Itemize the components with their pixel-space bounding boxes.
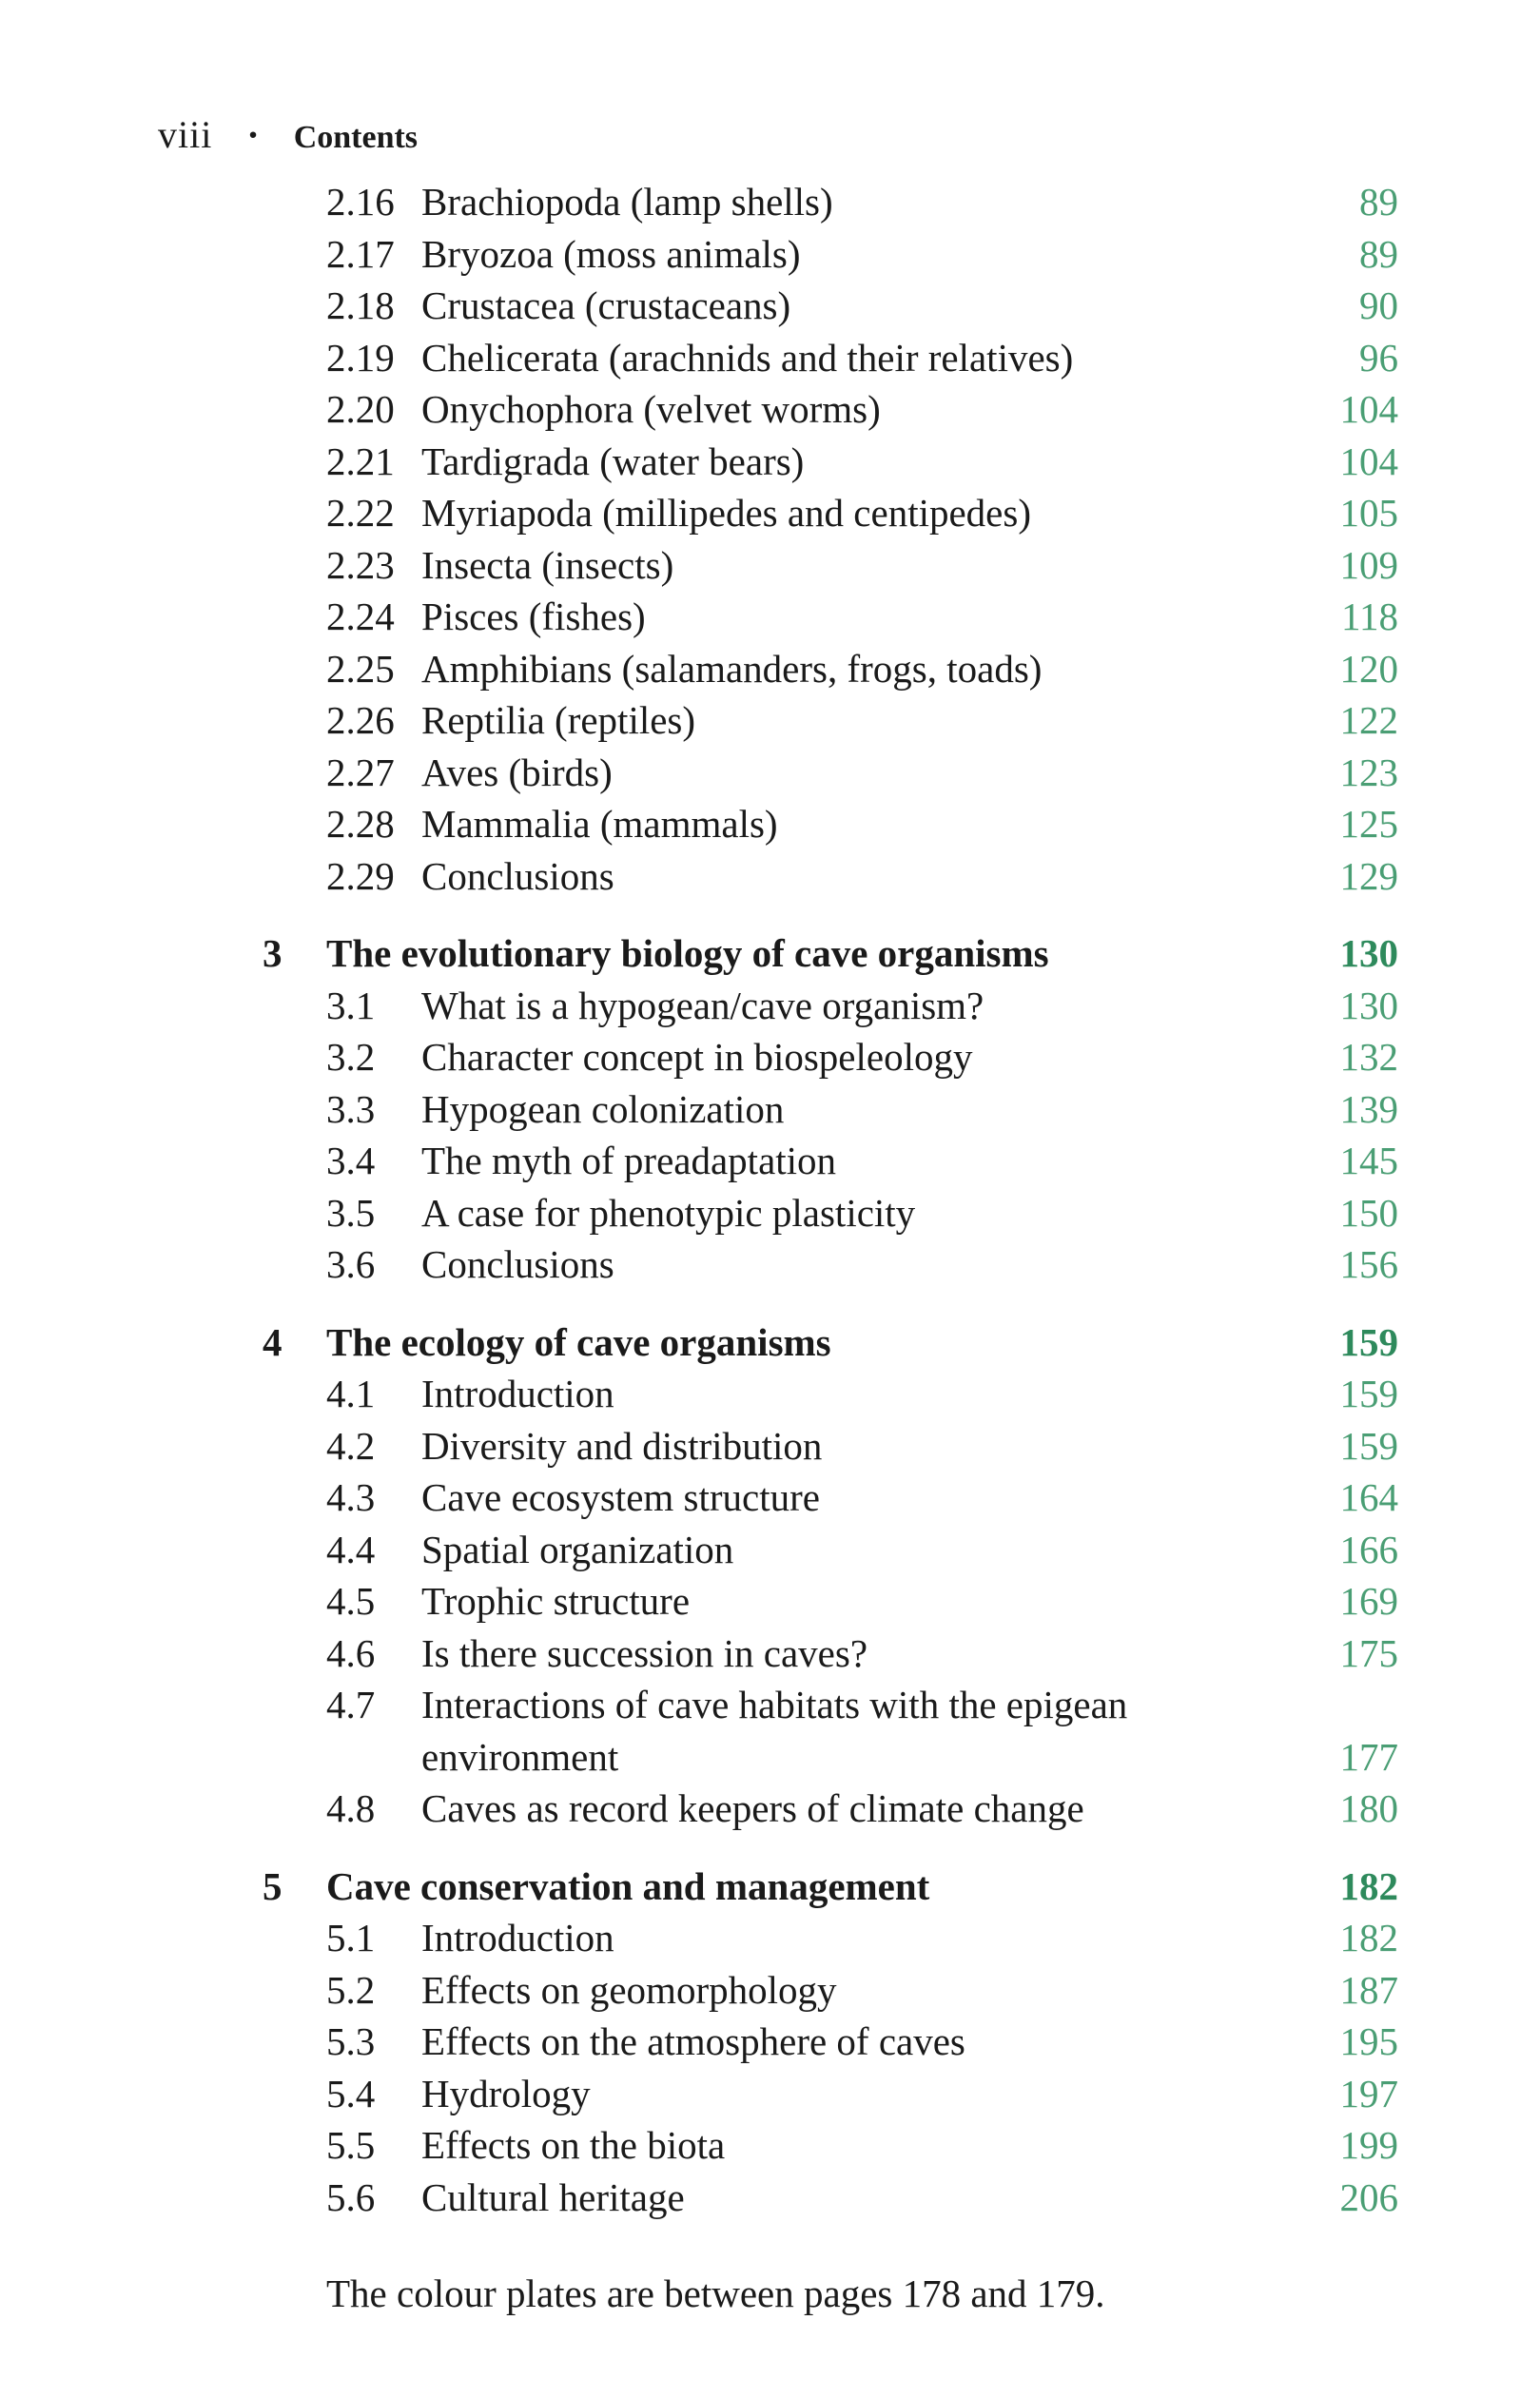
section-title: Aves (birds) — [421, 750, 613, 794]
page-number: 199 — [1339, 2123, 1398, 2167]
section-title: What is a hypogean/cave organism? — [421, 983, 984, 1027]
header-separator: · — [246, 113, 260, 156]
running-header — [158, 107, 418, 166]
section-title: Is there succession in caves? — [421, 1630, 868, 1675]
section-title: The myth of preadaptation — [421, 1139, 837, 1182]
colour-plates-note: The colour plates are between pages 178 and 179. — [326, 2271, 1105, 2315]
section-number: 4.4 — [326, 1527, 376, 1571]
toc-section-entry — [0, 2119, 1540, 2172]
section-title: Character concept in biospeleology — [421, 1035, 973, 1079]
section-number: 3.3 — [326, 1086, 376, 1131]
toc-section-entry — [0, 1575, 1540, 1628]
section-title: Conclusions — [421, 1242, 614, 1286]
section-title: Chelicerata (arachnids and their relatives) — [421, 335, 1074, 380]
toc-section-entry — [0, 487, 1540, 539]
toc-chapter-entry — [0, 927, 1540, 980]
page-number: 89 — [1359, 180, 1398, 224]
toc-section-entry — [0, 228, 1540, 281]
toc-section-entry — [0, 2172, 1540, 2224]
page-number: 130 — [1339, 931, 1398, 975]
toc-section-entry — [0, 1628, 1540, 1680]
page-number: 156 — [1339, 1242, 1398, 1286]
section-number: 4.7 — [326, 1683, 376, 1726]
chapter-title: The ecology of cave organisms — [326, 1319, 831, 1364]
toc-section-entry — [0, 1083, 1540, 1136]
section-title: Hydrology — [421, 2071, 591, 2115]
page-number: 180 — [1339, 1786, 1398, 1830]
toc-chapter-entry — [0, 1316, 1540, 1369]
toc-section-entry — [0, 332, 1540, 384]
section-number: 3.1 — [326, 983, 376, 1027]
section-number: 5.3 — [326, 2019, 376, 2063]
section-number: 4.3 — [326, 1475, 376, 1519]
section-title: Cultural heritage — [421, 2174, 685, 2219]
page-number: 164 — [1339, 1475, 1398, 1519]
section-title: Reptilia (reptiles) — [421, 698, 696, 742]
running-title: Contents — [293, 120, 419, 155]
chapter-number: 4 — [263, 1319, 283, 1364]
page-number: 129 — [1339, 853, 1398, 898]
toc-section-entry — [0, 280, 1540, 332]
section-number: 2.28 — [326, 802, 395, 846]
section-title: Interactions of cave habitats with the epigean environment — [421, 1683, 1128, 1779]
toc-section-entry — [0, 1368, 1540, 1420]
section-title: Cave ecosystem structure — [421, 1475, 820, 1519]
page-number: 130 — [1339, 983, 1398, 1027]
section-title: Introduction — [421, 1372, 614, 1415]
page-number: 159 — [1339, 1423, 1398, 1468]
section-number: 2.19 — [326, 335, 395, 380]
toc-section-entry — [0, 383, 1540, 436]
section-number: 5.4 — [326, 2071, 376, 2115]
toc-section-entry — [0, 1679, 1540, 1783]
section-title: Amphibians (salamanders, frogs, toads) — [421, 646, 1043, 691]
toc-section-entry — [0, 2068, 1540, 2120]
page-number: 125 — [1339, 802, 1398, 846]
section-number: 2.24 — [326, 595, 395, 638]
section-number: 5.6 — [326, 2174, 376, 2219]
page-number: 96 — [1359, 335, 1398, 380]
toc-section-entry — [0, 643, 1540, 695]
table-of-contents — [0, 176, 1540, 2223]
page-number: 104 — [1339, 387, 1398, 431]
toc-section-entry — [0, 798, 1540, 850]
toc-section-entry — [0, 539, 1540, 592]
section-number: 2.17 — [326, 231, 395, 276]
section-number: 4.1 — [326, 1372, 376, 1415]
toc-section-entry — [0, 1135, 1540, 1187]
section-title: Effects on geomorphology — [421, 1967, 837, 2012]
toc-section-entry — [0, 176, 1540, 228]
section-number: 4.2 — [326, 1423, 376, 1468]
section-number: 2.23 — [326, 542, 395, 587]
section-title: Hypogean colonization — [421, 1086, 785, 1131]
page-number: 139 — [1339, 1086, 1398, 1131]
section-title: Pisces (fishes) — [421, 595, 646, 638]
section-title: Crustacea (crustaceans) — [421, 283, 791, 327]
section-number: 2.18 — [326, 283, 395, 327]
page-number: 166 — [1339, 1527, 1398, 1571]
section-title: Bryozoa (moss animals) — [421, 231, 801, 276]
page-number: 159 — [1339, 1319, 1398, 1364]
section-title: Brachiopoda (lamp shells) — [421, 180, 833, 224]
section-title: Introduction — [421, 1916, 614, 1959]
section-number: 3.5 — [326, 1190, 376, 1235]
toc-section-entry — [0, 1964, 1540, 2017]
toc-section-entry — [0, 1524, 1540, 1576]
toc-section-entry — [0, 1420, 1540, 1472]
page-number: 104 — [1339, 439, 1398, 483]
section-title: A case for phenotypic plasticity — [421, 1190, 916, 1235]
section-title: Effects on the atmosphere of caves — [421, 2019, 965, 2063]
toc-section-entry — [0, 1912, 1540, 1964]
page-number: 132 — [1339, 1035, 1398, 1079]
page-number: 105 — [1339, 491, 1398, 535]
page-number: 206 — [1339, 2174, 1398, 2219]
page-number: 182 — [1339, 1863, 1398, 1908]
toc-chapter-entry — [0, 1861, 1540, 1913]
page-number: 175 — [1339, 1630, 1398, 1675]
section-title: Trophic structure — [421, 1579, 691, 1623]
section-number: 4.6 — [326, 1630, 376, 1675]
section-title: Myriapoda (millipedes and centipedes) — [421, 491, 1031, 535]
section-title: Caves as record keepers of climate change — [421, 1786, 1084, 1830]
page-number: 90 — [1359, 283, 1398, 327]
page-folio: viii — [158, 113, 213, 156]
toc-section-entry — [0, 980, 1540, 1032]
page-number: 123 — [1339, 750, 1398, 794]
page-number: 145 — [1339, 1139, 1398, 1182]
toc-section-entry — [0, 1031, 1540, 1083]
section-number: 2.26 — [326, 698, 395, 742]
toc-section-entry — [0, 694, 1540, 747]
page-number: 89 — [1359, 231, 1398, 276]
section-number: 3.6 — [326, 1242, 376, 1286]
section-title: Conclusions — [421, 853, 614, 898]
page-number: 187 — [1339, 1967, 1398, 2012]
section-number: 2.29 — [326, 853, 395, 898]
section-title: Diversity and distribution — [421, 1423, 823, 1468]
section-number: 2.25 — [326, 646, 395, 691]
page-number: 122 — [1339, 698, 1398, 742]
chapter-number: 3 — [263, 931, 283, 975]
toc-section-entry — [0, 1783, 1540, 1835]
section-number: 2.22 — [326, 491, 395, 535]
toc-section-entry — [0, 747, 1540, 799]
section-title: Insecta (insects) — [421, 542, 674, 587]
section-number: 2.21 — [326, 439, 395, 483]
page-number: 159 — [1339, 1372, 1398, 1415]
section-number: 4.8 — [326, 1786, 376, 1830]
section-title: Tardigrada (water bears) — [421, 439, 805, 483]
toc-section-entry — [0, 1472, 1540, 1524]
section-title: Spatial organization — [421, 1527, 734, 1571]
section-number: 2.27 — [326, 750, 395, 794]
section-title: Onychophora (velvet worms) — [421, 387, 881, 431]
section-number: 2.20 — [326, 387, 395, 431]
toc-section-entry — [0, 591, 1540, 643]
section-number: 3.2 — [326, 1035, 376, 1079]
page-number: 195 — [1339, 2019, 1398, 2063]
page-number: 169 — [1339, 1579, 1398, 1623]
toc-section-entry — [0, 2016, 1540, 2068]
page-number: 150 — [1339, 1190, 1398, 1235]
section-number: 2.16 — [326, 180, 395, 224]
section-number: 5.2 — [326, 1967, 376, 2012]
toc-section-entry — [0, 1187, 1540, 1239]
section-number: 5.5 — [326, 2123, 376, 2167]
section-title: Mammalia (mammals) — [421, 802, 778, 846]
page-number: 182 — [1339, 1916, 1398, 1959]
toc-section-entry — [0, 850, 1540, 903]
page-number: 120 — [1339, 646, 1398, 691]
page-number: 118 — [1341, 595, 1398, 638]
section-number: 5.1 — [326, 1916, 376, 1959]
toc-section-entry — [0, 436, 1540, 488]
chapter-number: 5 — [263, 1863, 283, 1908]
page-number: 177 — [1339, 1734, 1398, 1779]
section-title: Effects on the biota — [421, 2123, 726, 2167]
chapter-title: The evolutionary biology of cave organisms — [326, 931, 1049, 975]
page-number: 109 — [1339, 542, 1398, 587]
page-number: 197 — [1339, 2071, 1398, 2115]
toc-section-entry — [0, 1238, 1540, 1291]
chapter-title: Cave conservation and management — [326, 1863, 930, 1908]
section-number: 4.5 — [326, 1579, 376, 1623]
section-number: 3.4 — [326, 1139, 376, 1182]
